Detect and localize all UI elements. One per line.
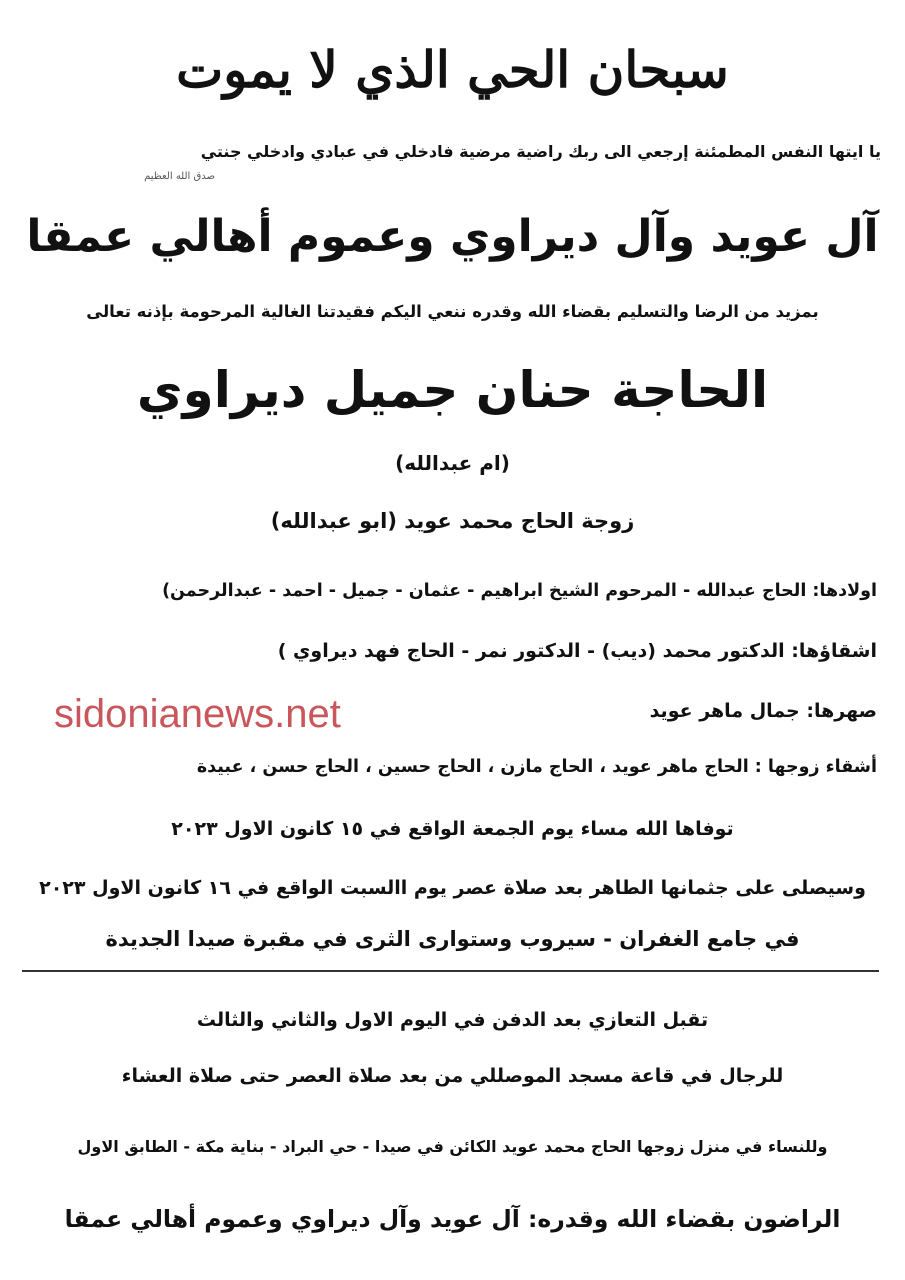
prayer-line: وسيصلى على جثمانها الطاهر بعد صلاة عصر يوم االسبت الواقع في ١٦ كانون الاول ٢٠٢٣ — [39, 877, 866, 899]
section-divider — [22, 970, 879, 972]
watermark: sidonianews.net — [54, 692, 341, 736]
intro-line: بمزيد من الرضا والتسليم بقضاء الله وقدره ننعي اليكم فقيدتنا الغالية المرحومة بإذنه تعالى — [86, 302, 819, 321]
son-in-law-line: صهرها: جمال ماهر عويد — [649, 700, 877, 722]
signatories-line: الراضون بقضاء الله وقدره: آل عويد وآل ديراوي وعموم أهالي عمقا — [64, 1205, 841, 1233]
burial-line: في جامع الغفران - سيروب وستوارى الثرى في مقبرة صيدا الجديدة — [105, 927, 800, 951]
siblings-line: اشقاؤها: الدكتور محمد (ديب) - الدكتور نمر - الحاج فهد ديراوي ) — [277, 640, 877, 662]
families-heading: آل عويد وآل ديراوي وعموم أهالي عمقا — [26, 211, 879, 262]
deceased-name: الحاجة حنان جميل ديراوي — [136, 361, 769, 419]
condolence-days-line: تقبل التعازي بعد الدفن في اليوم الاول والثاني والثالث — [196, 1009, 709, 1031]
verse-attribution: صدق الله العظيم — [144, 171, 215, 182]
husband-siblings-line: أشقاء زوجها : الحاج ماهر عويد ، الحاج مازن ، الحاج حسين ، الحاج حسن ، عبيدة — [196, 757, 877, 777]
condolence-women-line: وللنساء في منزل زوجها الحاج محمد عويد الكائن في صيدا - حي البراد - بناية مكة - الطابق الاول — [77, 1137, 828, 1156]
deceased-kunya: (ام عبدالله) — [395, 451, 510, 475]
calligraphy-header: سبحان الحي الذي لا يموت — [176, 40, 729, 99]
death-date-line: توفاها الله مساء يوم الجمعة الواقع في ١٥ كانون الاول ٢٠٢٣ — [171, 818, 734, 840]
condolence-men-line: للرجال في قاعة مسجد الموصللي من بعد صلاة العصر حتى صلاة العشاء — [121, 1065, 784, 1087]
quran-verse: يا ايتها النفس المطمئنة إرجعي الى ربك راضية مرضية فادخلي في عبادي وادخلي جنتي — [200, 142, 881, 161]
spouse-line: زوجة الحاج محمد عويد (ابو عبدالله) — [270, 509, 635, 533]
children-line: اولادها: الحاج عبدالله - المرحوم الشيخ ابراهيم - عثمان - جميل - احمد - عبدالرحمن) — [162, 581, 877, 601]
